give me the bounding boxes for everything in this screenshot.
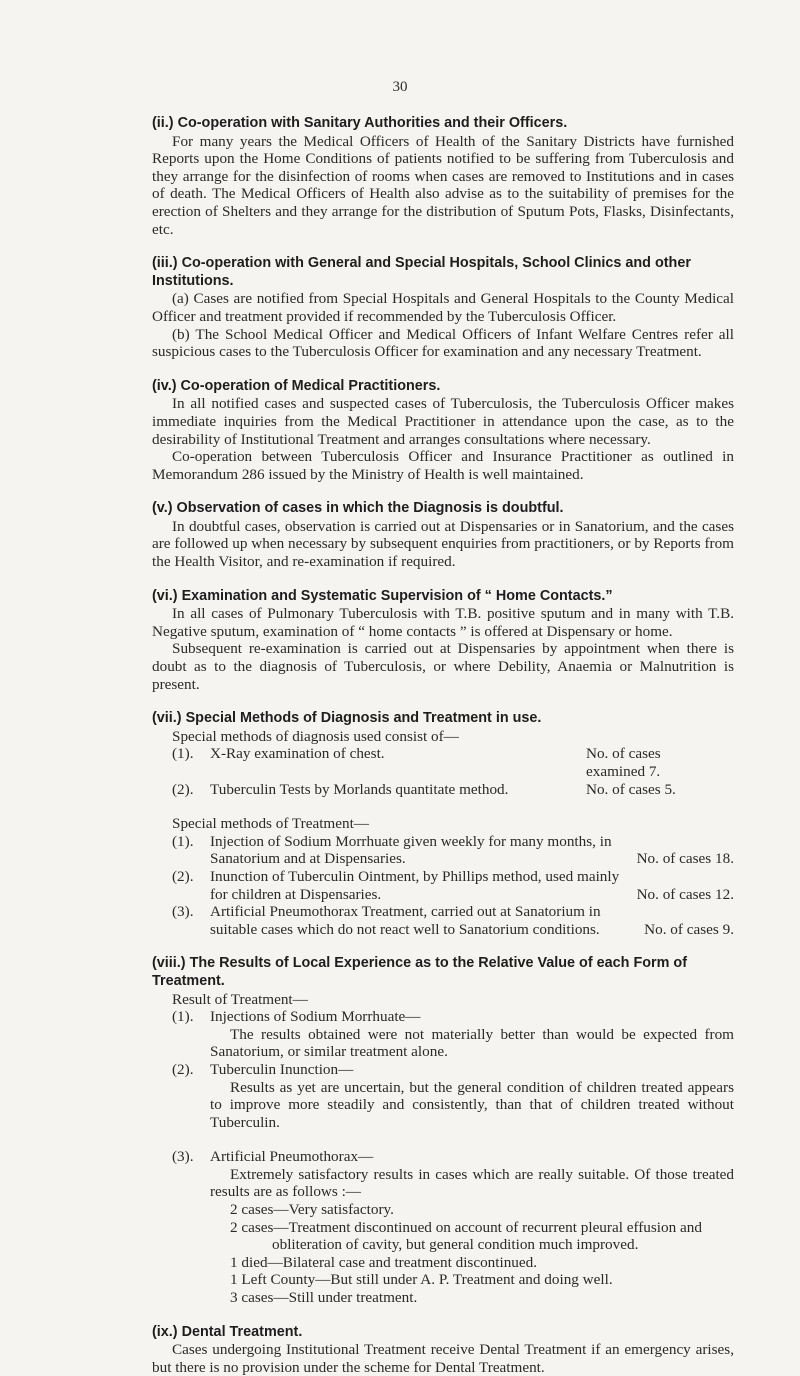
list-item: obliteration of cavity, but general condition much improved. [272, 1236, 639, 1254]
paragraph: Extremely satisfactory results in cases which are really suitable. Of those treated results are as follows :— [210, 1165, 734, 1201]
section-heading: (iv.) Co-operation of Medical Practitioners. [152, 377, 441, 394]
list-item: (2). Inunction of Tuberculin Ointment, by Phillips method, used mainly for children at Dispensaries. No. of cases 12. [172, 867, 734, 903]
document-body [152, 115, 734, 1376]
list-item: (1). Injections of Sodium Morrhuate— [172, 1008, 421, 1026]
list-item: (2). Tuberculin Inunction— [172, 1060, 354, 1078]
paragraph: Cases undergoing Institutional Treatment receive Dental Treatment if an emergency arises, but there is no provision under the scheme for Dental Treatment. [152, 1341, 734, 1376]
section-ix [152, 1324, 734, 1376]
paragraph: Co-operation between Tuberculosis Officer and Insurance Practitioner as outlined in Memorandum 286 issued by the Ministry of Health is well maintained. [152, 448, 734, 483]
paragraph: (a) Cases are notified from Special Hospitals and General Hospitals to the County Medical Officer and treatment provided if recommended by the Tuberculosis Officer. [152, 290, 734, 325]
section-viii [152, 955, 734, 1306]
paragraph: Special methods of Treatment— [172, 815, 369, 833]
paragraph: In doubtful cases, observation is carried out at Dispensaries or in Sanatorium, and the cases are followed up when necessary by subsequent enquiries from practitioners, or by Reports from the Health Visitor, and re-examination if required. [152, 517, 734, 571]
section-heading: (ix.) Dental Treatment. [152, 1323, 303, 1340]
section-heading: (v.) Observation of cases in which the Diagnosis is doubtful. [152, 500, 564, 517]
section-heading: (ii.) Co-operation with Sanitary Authorities and their Officers. [152, 115, 568, 131]
section-iv [152, 378, 734, 484]
list-item: 1 died—Bilateral case and treatment discontinued. [230, 1253, 538, 1271]
paragraph: (b) The School Medical Officer and Medical Officers of Infant Welfare Centres refer all suspicious cases to the Tuberculosis Officer for examination and any necessary Treatment. [152, 325, 734, 361]
paragraph: The results obtained were not materially better than would be expected from Sanatorium, or similar treatment alone. [210, 1025, 734, 1061]
paragraph: Result of Treatment— [172, 990, 308, 1008]
section-heading: (iii.) Co-operation with General and Special Hospitals, School Clinics and other Institutions. [152, 255, 691, 289]
paragraph: For many years the Medical Officers of Health of the Sanitary Districts have furnished Reports upon the Home Conditions of patients notified to be suffering from Tuberculosis and they arrange for the disinfection of rooms when cases are removed to Institutions and in cases of death. The Medical Officers of Health also advise as to the suitability of premises for the erection of Shelters and they arrange for the distribution of Sputum Pots, Flasks, Disinfectants, etc. [152, 132, 734, 238]
section-heading: (vii.) Special Methods of Diagnosis and Treatment in use. [152, 710, 542, 727]
section-v [152, 500, 734, 570]
list-item: 3 cases—Still under treatment. [230, 1289, 418, 1307]
list-item: (1). X-Ray examination of chest. No. of cases examined 7. [172, 745, 661, 780]
list-item: 1 Left County—But still under A. P. Treatment and doing well. [230, 1271, 613, 1289]
paragraph: In all notified cases and suspected cases of Tuberculosis, the Tuberculosis Officer makes immediate inquiries from the Medical Practitioner in attendance upon the case, as to the desirability of Institutional Treatment and arranges consultations where necessary. [152, 395, 734, 448]
list-item: (3). Artificial Pneumothorax Treatment, carried out at Sanatorium in suitable cases which do not react well to Sanatorium conditions. No. of cases 9. [172, 903, 734, 938]
section-heading: (viii.) The Results of Local Experience as to the Relative Value of each Form of Treatment. [152, 955, 687, 989]
list-item: (2). Tuberculin Tests by Morlands quantitate method. No. of cases 5. [172, 780, 676, 798]
paragraph: Special methods of diagnosis used consist of— [172, 727, 459, 745]
section-vi [152, 588, 734, 694]
section-vii [152, 710, 734, 938]
paragraph: Subsequent re-examination is carried out at Dispensaries by appointment when there is doubt as to the diagnosis of Tuberculosis, or where Debility, Anaemia or Malnutrition is present. [152, 640, 734, 693]
list-item: (1). Injection of Sodium Morrhuate given weekly for many months, in Sanatorium and at Dispensaries. No. of cases 18. [172, 832, 734, 868]
page-number: 30 [392, 79, 408, 95]
section-ii [152, 115, 734, 238]
paragraph: In all cases of Pulmonary Tuberculosis with T.B. positive sputum and in many with T.B. Negative sputum, examination of “ home contacts ” is offered at Dispensary or home. [152, 605, 734, 640]
section-heading: (vi.) Examination and Systematic Supervision of “ Home Contacts.” [152, 587, 613, 604]
section-iii [152, 255, 734, 361]
list-item: 2 cases—Very satisfactory. [230, 1201, 394, 1219]
list-item: (3). Artificial Pneumothorax— [172, 1148, 374, 1166]
list-item: 2 cases—Treatment discontinued on account of recurrent pleural effusion and [230, 1218, 702, 1236]
paragraph: Results as yet are uncertain, but the general condition of children treated appears to improve more steadily and consistently, than that of children treated without Tuberculin. [210, 1078, 734, 1131]
